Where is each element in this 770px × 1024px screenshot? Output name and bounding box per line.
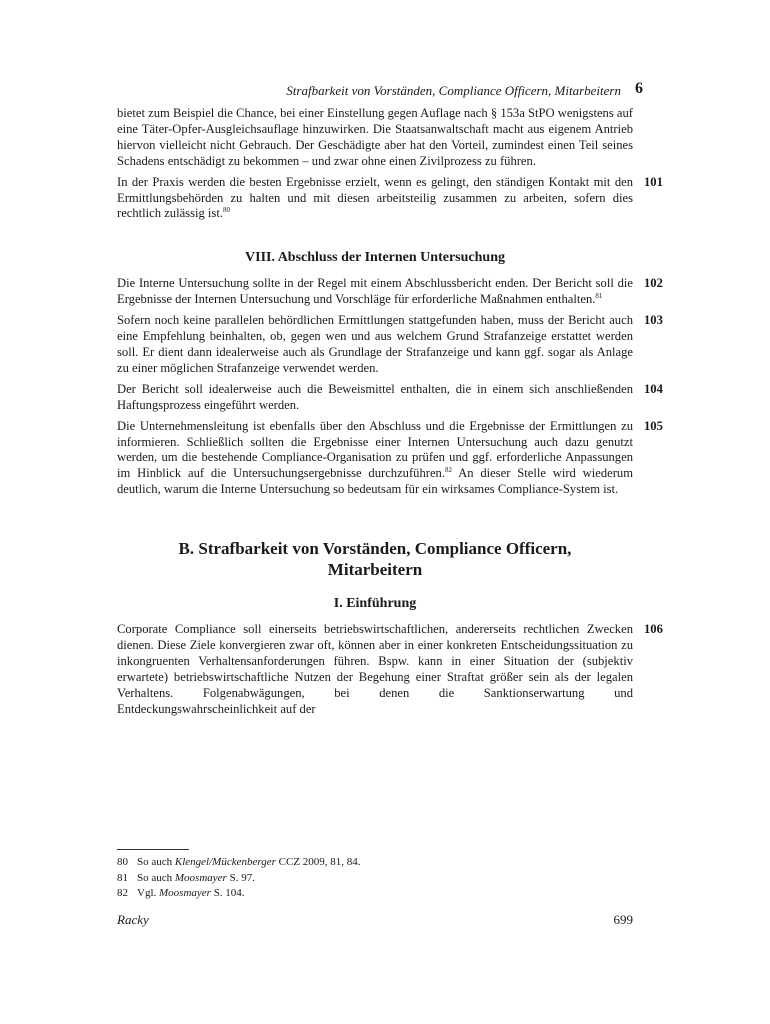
chapter-heading-b bbox=[117, 538, 633, 580]
section-heading-viii: VIII. Abschluss der Internen Untersuchung bbox=[245, 250, 505, 266]
paragraph-106 bbox=[117, 622, 663, 717]
paragraph-text: Der Bericht soll idealerweise auch die Beweismittel enthalten, die in einem sich anschließenden Haftungsprozess eingeführt werden. bbox=[117, 381, 633, 412]
footnote-author: Moosmayer bbox=[174, 871, 227, 884]
chapter-number: 6 bbox=[635, 80, 643, 97]
margin-number: 101 bbox=[644, 174, 663, 189]
paragraph-104 bbox=[117, 381, 663, 414]
margin-number: 105 bbox=[644, 418, 663, 433]
margin-number: 106 bbox=[644, 622, 663, 637]
footnote-prefix: So auch bbox=[137, 856, 175, 868]
paragraph-text: Sofern noch keine parallelen behördlichen Ermittlungen stattgefunden haben, muss der Bericht auch eine Empfehlung beinhalten, ob, gegen wen und aus welchem Grund Strafanzeige erstattet werden soll. Er dient dann idealerweise auch als Grundlage der Strafanzeige und kann ggf. sogar als Anlage zu einer möglichen Strafanzeige verwendet werden. bbox=[117, 313, 633, 375]
footnote-81 bbox=[117, 871, 633, 887]
chapter-heading-line: Mitarbeitern bbox=[327, 560, 423, 580]
footnotes bbox=[117, 855, 633, 902]
paragraph-102 bbox=[117, 276, 663, 308]
page-body bbox=[117, 80, 663, 723]
page-footer bbox=[117, 912, 633, 928]
footnote-number: 81 bbox=[117, 871, 128, 884]
paragraph-101 bbox=[117, 174, 663, 223]
paragraph-text: Corporate Compliance soll einerseits betriebswirtschaftlichen, andererseits rechtlichen Zwecken dienen. Diese Ziele konvergieren zwar oft, können aber in einer konkreten Entscheidungssituation zu inkongruenten Verhaltensanforderungen führen. Bspw. kann in einer Situation der (subjektiv erwartete) betriebswirtschaftliche Nutzen der Begehung einer Straftat größer sein als der legalen Verhaltens. Folgenabwägungen, bei denen die Sanktionserwartung und Entdeckungswahrscheinlichkeit auf der bbox=[117, 622, 633, 716]
footnote-ref[interactable]: 80 bbox=[222, 206, 230, 215]
paragraph-continued bbox=[117, 106, 633, 170]
running-header bbox=[117, 80, 643, 106]
section-heading-i: I. Einführung bbox=[333, 596, 417, 612]
paragraph-text: Die Unternehmensleitung ist ebenfalls über den Abschluss und die Ergebnisse der Ermittlungen zu informieren. Schließlich sollten die Ergebnisse einer Internen Untersuchung auch dazu genutzt werden, um die bestehende Compliance-Organisation zu prüfen und ggf. erforderliche Anpassungen im Hinblick auf die Untersuchungsergebnisse durchzuführen. bbox=[117, 418, 633, 481]
footnote-prefix: So auch bbox=[137, 871, 175, 884]
footnote-ref[interactable]: 81 bbox=[595, 292, 603, 301]
paragraph-105 bbox=[117, 418, 663, 499]
page-number: 699 bbox=[613, 912, 633, 927]
paragraph-text: In der Praxis werden die besten Ergebnisse erzielt, wenn es gelingt, den ständigen Kontakt mit den Ermittlungsbehörden zu halten und mit diesen arbeitsteilig zusammen zu arbeiten, sofern dies rechtlich zulässig ist. bbox=[117, 174, 633, 221]
footnote-82 bbox=[117, 886, 633, 902]
footnote-citation: S. 97. bbox=[226, 871, 255, 884]
footnote-prefix: Vgl. bbox=[137, 887, 159, 899]
margin-number: 103 bbox=[644, 313, 663, 328]
chapter-heading-line: B. Strafbarkeit von Vorständen, Compliance Officern, bbox=[178, 539, 572, 559]
paragraph-text: Die Interne Untersuchung sollte in der Regel mit einem Abschlussbericht enden. Der Bericht soll die Ergebnisse der Internen Untersuchung und Vorschläge für erforderliche Maßnahmen enthalten. bbox=[117, 276, 633, 307]
margin-number: 102 bbox=[644, 276, 663, 291]
footnote-author: Moosmayer bbox=[159, 887, 211, 899]
footnote-citation: CCZ 2009, 81, 84. bbox=[275, 856, 361, 868]
footnote-author: Klengel/Mückenberger bbox=[174, 856, 276, 868]
footer-author: Racky bbox=[117, 912, 149, 927]
margin-number: 104 bbox=[644, 381, 663, 396]
footnote-80 bbox=[117, 855, 633, 871]
paragraph-103 bbox=[117, 313, 663, 377]
paragraph-text-continued: An dieser Stelle wird wiederum deutlich, warum die Interne Untersuchung so bedeutsam für ein wirksames Compliance-System ist. bbox=[117, 466, 633, 497]
footnote-number: 80 bbox=[117, 856, 128, 868]
footnote-divider bbox=[117, 849, 189, 850]
paragraph-text: bietet zum Beispiel die Chance, bei einer Einstellung gegen Auflage nach § 153a StPO wenigstens auf eine Täter-Opfer-Ausgleichsauflage hinzuwirken. Die Staatsanwaltschaft macht aus eigenem Antrieb hiervon vielleicht nicht Gebrauch. Der Geschädigte aber hat den Vorteil, zumindest einen Teil seines Schadens entschädigt zu bekommen – und zwar ohne einen Zivilprozess zu führen. bbox=[117, 106, 633, 168]
footnote-ref[interactable]: 82 bbox=[445, 466, 452, 475]
footnote-number: 82 bbox=[117, 887, 128, 899]
running-header-title: Strafbarkeit von Vorständen, Compliance Officern, Mitarbeitern bbox=[286, 83, 621, 98]
footnote-citation: S. 104. bbox=[210, 887, 245, 899]
